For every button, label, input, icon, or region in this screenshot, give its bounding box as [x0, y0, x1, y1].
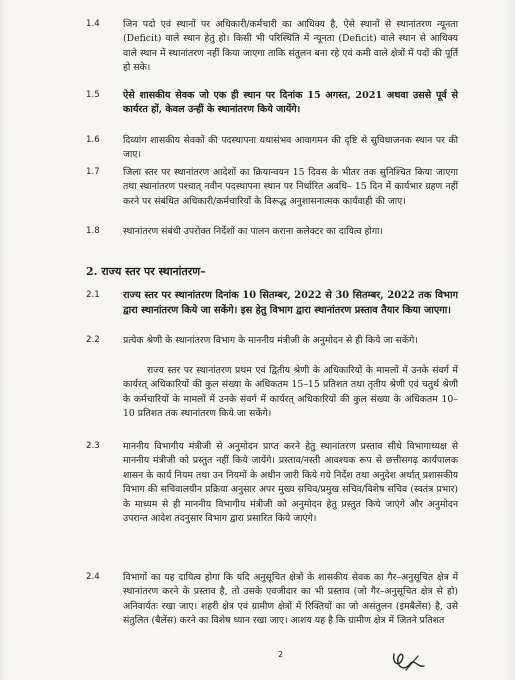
clause-number: 1.8	[86, 226, 100, 236]
clause-number: 2.4	[86, 572, 100, 582]
clause-text: ऐसे शासकीय सेवक जो एक ही स्थान पर दिनांक 15 अगस्त, 2021 अथवा उससे पूर्व से कार्यरत हों, केवल उन्हीं के स्थानांतरण किये जायेंगे।	[123, 90, 458, 116]
clause-text: दिव्यांग शासकीय सेवकों की पदस्थापना यथासंभव आवागमन की दृष्टि से सुविधाजनक स्थान पर की जाए।	[123, 135, 458, 161]
clause-text: विभागों का यह दायित्व होगा कि यदि अनुसूचित क्षेत्रों के शासकीय सेवक का गैर–अनुसूचित क्षेत्र में स्थानांतरण करने के प्रस्ताव है, तो उसके एवजीदार का भी प्रस्ताव (जो गैर–अनुसूचित क्षेत्र से हो) अनिवार्यतः रखा जाए। शहरी क्षेत्र एवं ग्रामीण क्षेत्रों में रिक्तियों का जो असंतुलन (इमबैलेंस) है, उसे संतुलित (बैलेंस) करने का विशेष ध्यान रखा जाए। आशय यह है कि ग्रामीण क्षेत्र में जितने प्रतिशत	[123, 572, 458, 627]
clause-paragraph: राज्य स्तर पर स्थानांतरण प्रथम एवं द्वितीय श्रेणी के अधिकारियों के मामलों में उनके संवर्ग में कार्यरत् अधिकारियों की कुल संख्या के अधिकतम 15–15 प्रतिशत तथा तृतीय श्रेणी एवं चतुर्थ श्रेणी के कर्मचारियों के मामलों में उनके संवर्ग में कार्यरत् अधिकारियों की कुल संख्या के अधिकतम 10–10 प्रतिशत तक स्थानांतरण किये जा सकेंगे।	[123, 365, 458, 420]
clause-text: माननीय विभागीय मंत्रीजी से अनुमोदन प्राप्त करने हेतु स्थानांतरण प्रस्ताव सीधे विभागाध्यक्ष से माननीय मंत्रीजी को प्रस्तुत नहीं किये जायेंगे। प्रस्ताव/नस्ती आवश्यक रूप से छत्तीसगढ़ कार्यपालक शासन के कार्य नियम तथा उन नियमों के अधीन जारी किये गये निर्देश तथा अनुदेश अर्थात् प्रशासकीय विभाग की सचिवालयीन प्रक्रिया अनुसार अपर मुख्य सचिव/प्रमुख सचिव/विशेष सचिव (स्वतंत्र प्रभार) के माध्यम से ही माननीय विभागीय मंत्रीजी को अनुमोदन हेतु प्रस्तुत किये जाएंगे और अनुमोदन उपरान्त आदेश तदनुसार विभाग द्वारा प्रसारित किये जाएंगे।	[123, 441, 458, 525]
clause-number: 1.6	[86, 135, 100, 145]
clause-text: जिला स्तर पर स्थानांतरण आदेशों का क्रियान्वयन 15 दिवस के भीतर तक सुनिश्चित किया जाएगा तथा स्थानांतरण पश्चात् नवीन पदस्थापना स्थान पर निर्धारित अवधि– 15 दिन में कार्यभार ग्रहण नहीं करने पर संबंधित अधिकारी/कर्मचारियों के विरूद्ध अनुशासनात्मक कार्यवाही की जाए।	[123, 167, 458, 207]
clause-number: 1.4	[86, 19, 100, 29]
signature-mark	[388, 646, 428, 676]
clause-number: 2.3	[86, 441, 100, 451]
page-number: 2	[278, 650, 284, 659]
clause-number: 1.5	[86, 90, 100, 100]
clause-text: प्रत्येक श्रेणी के स्थानांतरण विभाग के माननीय मंत्रीजी के अनुमोदन से ही किये जा सकेंगे।	[123, 335, 418, 346]
clause-text: राज्य स्तर पर स्थानांतरण दिनांक 10 सितम्बर, 2022 से 30 सितम्बर, 2022 तक विभाग द्वारा स्थानांतरण किये जा सकेंगे। इस हेतु विभाग द्वारा स्थानांतरण प्रस्ताव तैयार किया जाएगा।	[123, 290, 458, 316]
section-heading: 2. राज्य स्तर पर स्थानांतरण–	[86, 265, 206, 278]
clause-number: 2.2	[86, 335, 100, 345]
clause-number: 1.7	[86, 167, 100, 177]
clause-number: 2.1	[86, 290, 100, 300]
clause-text: स्थानांतरण संबंधी उपरोक्त निर्देशों का पालन कराना कलेक्टर का दायित्व होगा।	[123, 226, 383, 237]
clause-text: जिन पदो एवं स्थानों पर अधिकारी/कर्मचारी का आधिक्य है, ऐसे स्थानों से स्थानांतरण न्यूनता (Deficit) वाले स्थान हेतु हो। किसी भी परिस्थिति में न्यूनता (Deficit) वाले स्थान से आधिक्य वाले स्थान में स्थानांतरण नहीं किया जाएगा ताकि संतुलन बना रहे एवं कमी वाले क्षेत्रों में पदों की पूर्ति हो सके।	[123, 19, 458, 74]
